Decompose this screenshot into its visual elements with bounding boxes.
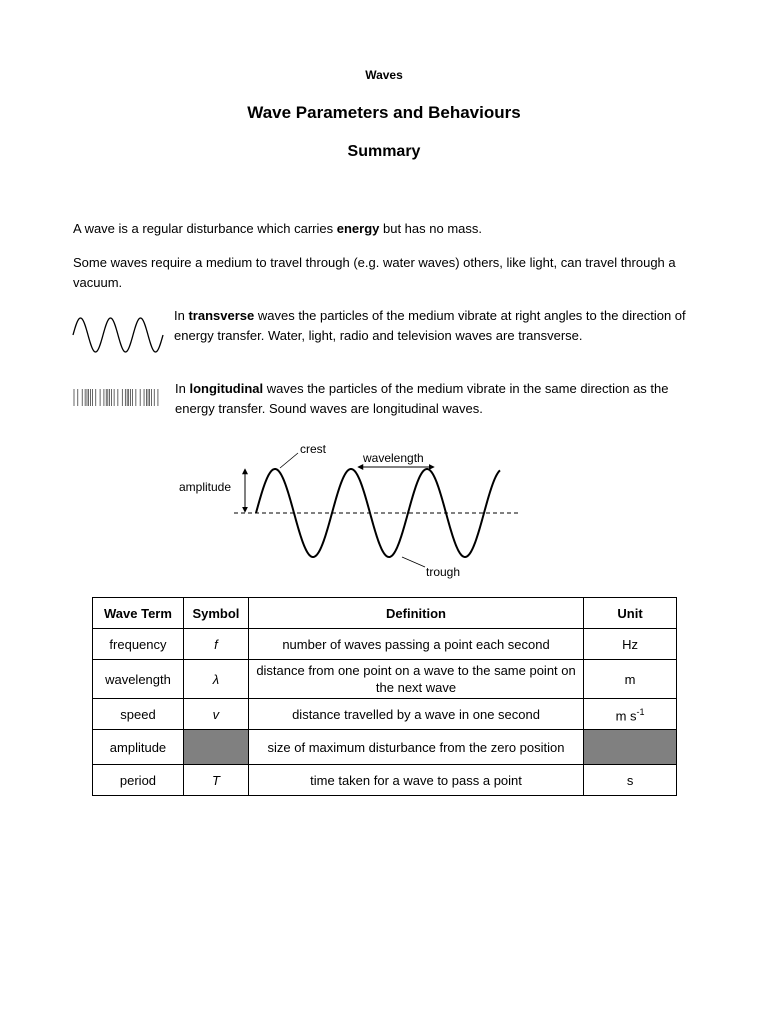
symbol-cell: λ [183,660,248,699]
header-definition: Definition [248,598,583,629]
table-row [93,765,677,796]
unit-exponent: -1 [636,706,645,717]
symbol-cell: f [183,629,248,660]
definition-cell: distance from one point on a wave to the same point on the next wave [248,660,583,699]
page-title: Wave Parameters and Behaviours [247,103,521,122]
definition-cell: size of maximum disturbance from the zero position [248,730,583,765]
term-cell: amplitude [93,730,184,765]
unit-cell: m [584,660,677,699]
table-header-row [93,598,677,629]
table-row [93,699,677,730]
table-row [93,660,677,699]
definition-cell: distance travelled by a wave in one second [248,699,583,730]
sine-wave-icon [70,314,166,356]
symbol-cell-shaded [183,730,248,765]
wave-diagram [170,434,530,584]
symbol-cell: v [183,699,248,730]
header-wave-term: Wave Term [93,598,184,629]
term-cell: speed [93,699,184,730]
intro-paragraph-2: Some waves require a medium to travel through (e.g. water waves) others, like light, can travel through a vacuum. [73,255,676,290]
term-cell: period [93,765,184,796]
term-cell: frequency [93,629,184,660]
wavelength-label: wavelength [363,451,424,465]
longitudinal-paragraph: In longitudinal waves the particles of the medium vibrate in the same direction as the energy transfer. Sound waves are longitudinal waves. [175,381,669,416]
page-subtitle: Summary [347,143,421,160]
header-symbol: Symbol [183,598,248,629]
crest-label: crest [300,442,327,456]
crest-pointer [280,453,298,468]
unit-cell: s [584,765,677,796]
intro-paragraph-1: A wave is a regular disturbance which carries energy but has no mass. [73,221,482,236]
unit-cell: m $s^{-1}$ [584,699,677,730]
subject-heading: Waves [365,68,403,82]
definition-cell: time taken for a wave to pass a point [248,765,583,796]
unit-cell-shaded [584,730,677,765]
trough-pointer [402,557,425,567]
header-unit: Unit [584,598,677,629]
amplitude-label: amplitude [179,480,232,494]
table-row [93,629,677,660]
compression-wave-icon [72,388,162,407]
energy-keyword: energy [336,221,380,236]
definition-cell: number of waves passing a point each second [248,629,583,660]
table-row [93,730,677,765]
trough-label: trough [426,565,461,579]
longitudinal-keyword: longitudinal [189,381,264,396]
wave-terms-table [92,597,677,796]
symbol-cell: T [183,765,248,796]
term-cell: wavelength [93,660,184,699]
transverse-keyword: transverse [188,308,255,323]
unit-cell: Hz [584,629,677,660]
transverse-paragraph: In transverse waves the particles of the medium vibrate at right angles to the direction of energy transfer. Water, light, radio and television waves are transverse. [174,308,686,343]
